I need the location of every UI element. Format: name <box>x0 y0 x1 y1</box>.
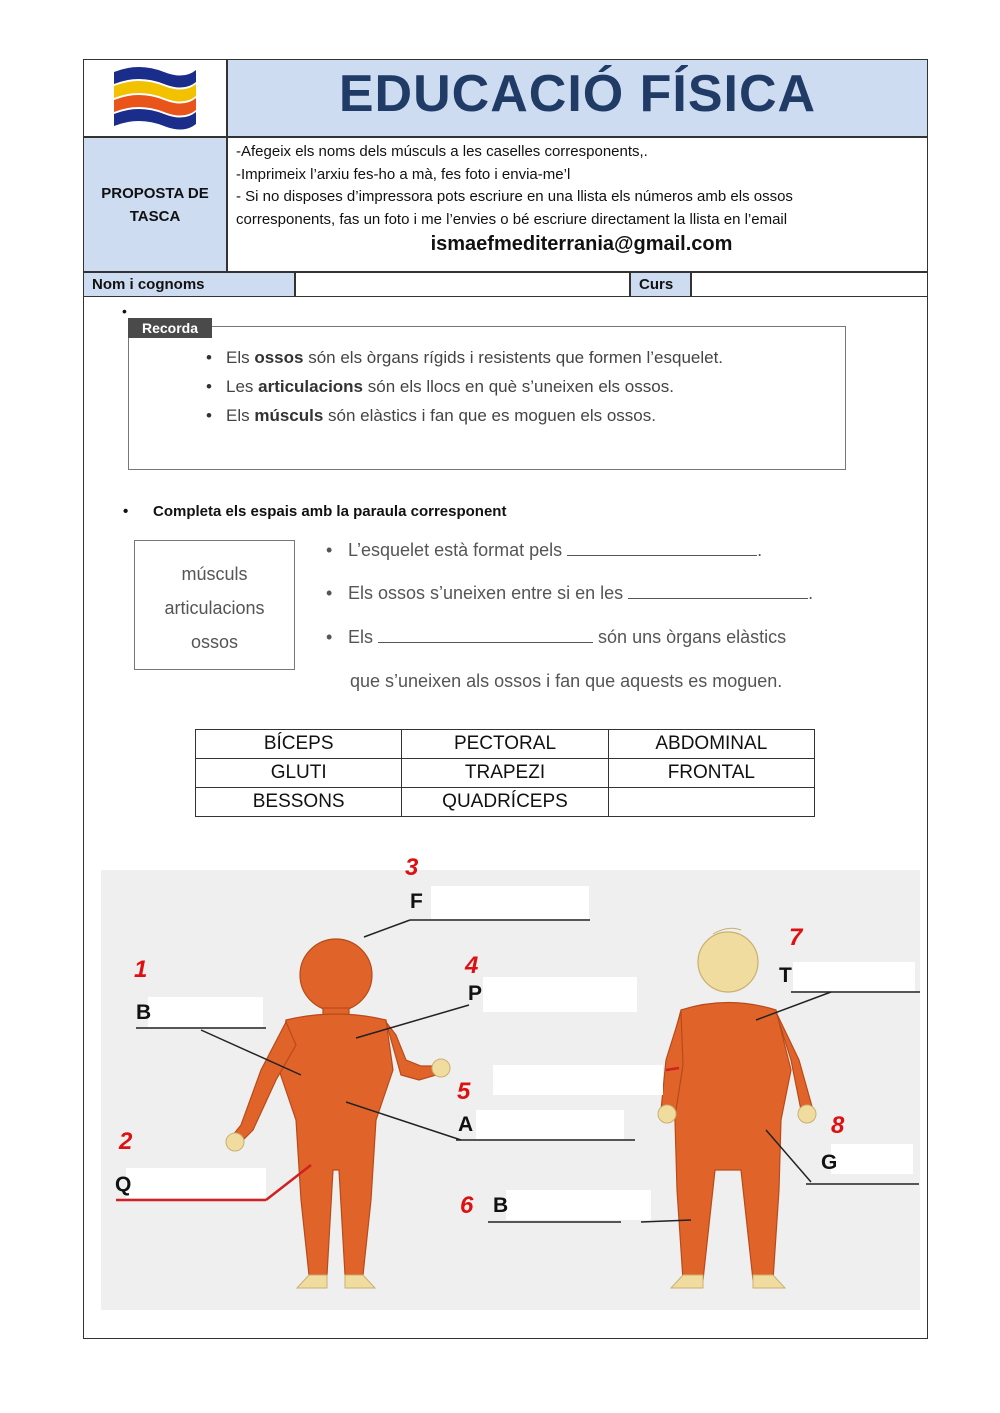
recorda-list <box>204 346 744 433</box>
word-bank-item: músculs <box>181 564 248 584</box>
label-number-1: 1 <box>134 956 148 983</box>
sentence-3: • Els són uns òrgans elàstics <box>326 627 787 647</box>
answer-box-5[interactable] <box>476 1110 624 1139</box>
table-cell: GLUTI <box>196 759 402 788</box>
muscles-table <box>195 729 815 817</box>
task-line: -Afegeix els noms dels músculs a les caselles corresponents,. <box>236 143 648 160</box>
anatomy-figure <box>101 854 920 1310</box>
name-field[interactable] <box>295 272 630 297</box>
table-row <box>196 788 815 817</box>
recorda-item: • Les articulacions són els llocs en què s’uneixen els ossos. <box>204 375 744 399</box>
word-bank-item: articulacions <box>164 598 265 618</box>
exercise-instruction: • Completa els espais amb la paraula corresponent <box>123 503 507 520</box>
sentence-2: • Els ossos s’uneixen entre si en les . <box>326 583 814 603</box>
contact-email: ismaefmediterrania@gmail.com <box>430 233 733 255</box>
table-cell: ABDOMINAL <box>608 730 814 759</box>
title-cell <box>227 59 928 137</box>
label-letter-2: Q <box>115 1173 132 1196</box>
table-cell: QUADRÍCEPS <box>402 788 608 817</box>
word-bank <box>134 540 295 670</box>
task-instructions <box>227 137 928 272</box>
answer-box-3[interactable] <box>431 886 589 919</box>
label-letter-7: T <box>779 964 792 987</box>
table-cell <box>608 788 814 817</box>
label-number-5: 5 <box>457 1078 471 1105</box>
back-torso-legs <box>665 1003 791 1281</box>
label-letter-6: B <box>493 1194 509 1217</box>
blank-2[interactable] <box>628 597 808 599</box>
sentence-1: • L’esquelet està format pels . <box>326 540 763 560</box>
task-line: -Imprimeix l’arxiu fes-ho a mà, fes foto i envia-me’l <box>236 165 571 183</box>
answer-box-7[interactable] <box>793 962 915 991</box>
label-number-6: 6 <box>460 1192 474 1219</box>
blank-3[interactable] <box>378 641 593 643</box>
logo-waves-icon <box>84 60 228 138</box>
label-letter-3: F <box>410 890 423 913</box>
task-label: PROPOSTA DE TASCA <box>83 137 227 272</box>
task-line: corresponents, fas un foto i me l’envies o bé escriure directament la llista en l’email <box>236 210 788 228</box>
label-number-2: 2 <box>119 1128 133 1155</box>
task-line: - Si no disposes d’impressora pots escriure en una llista els números amb els ossos <box>236 188 793 205</box>
table-cell: PECTORAL <box>402 730 608 759</box>
label-letter-5: A <box>458 1113 474 1136</box>
table-cell: TRAPEZI <box>402 759 608 788</box>
label-letter-8: G <box>821 1151 838 1174</box>
label-letter-1: B <box>136 1001 152 1024</box>
label-number-3: 3 <box>405 854 419 881</box>
table-row <box>196 730 815 759</box>
blank-1[interactable] <box>567 554 757 556</box>
recorda-item: • Els músculs són elàstics i fan que es moguen els ossos. <box>204 404 744 428</box>
recorda-tag: Recorda <box>128 318 212 338</box>
front-left-arm <box>386 1022 439 1080</box>
label-number-8: 8 <box>831 1112 845 1139</box>
bullet-dot: • <box>122 303 127 319</box>
recorda-item: • Els ossos són els òrgans rígids i resistents que formen l’esquelet. <box>204 346 744 370</box>
front-head <box>300 939 372 1011</box>
label-number-7: 7 <box>789 924 803 951</box>
label-letter-4: P <box>468 982 483 1005</box>
front-torso-legs <box>279 1014 393 1275</box>
answer-box-6[interactable] <box>506 1190 651 1220</box>
answer-box-extra[interactable] <box>493 1065 663 1095</box>
course-label: Curs <box>630 272 691 297</box>
word-bank-item: ossos <box>190 632 239 652</box>
name-label: Nom i cognoms <box>83 272 295 297</box>
page-title: EDUCACIÓ FÍSICA <box>338 65 817 123</box>
table-cell: BÍCEPS <box>196 730 402 759</box>
answer-box-4[interactable] <box>483 977 637 1012</box>
answer-box-1[interactable] <box>148 997 263 1027</box>
back-head <box>698 932 758 992</box>
table-cell: BESSONS <box>196 788 402 817</box>
table-cell: FRONTAL <box>608 759 814 788</box>
sentence-3-continued: que s’uneixen als ossos i fan que aquests es moguen. <box>350 671 783 691</box>
table-row <box>196 759 815 788</box>
label-number-4: 4 <box>465 952 479 979</box>
course-field[interactable] <box>691 272 928 297</box>
school-logo <box>83 59 227 137</box>
answer-box-8[interactable] <box>831 1144 913 1174</box>
answer-box-2[interactable] <box>126 1168 266 1198</box>
